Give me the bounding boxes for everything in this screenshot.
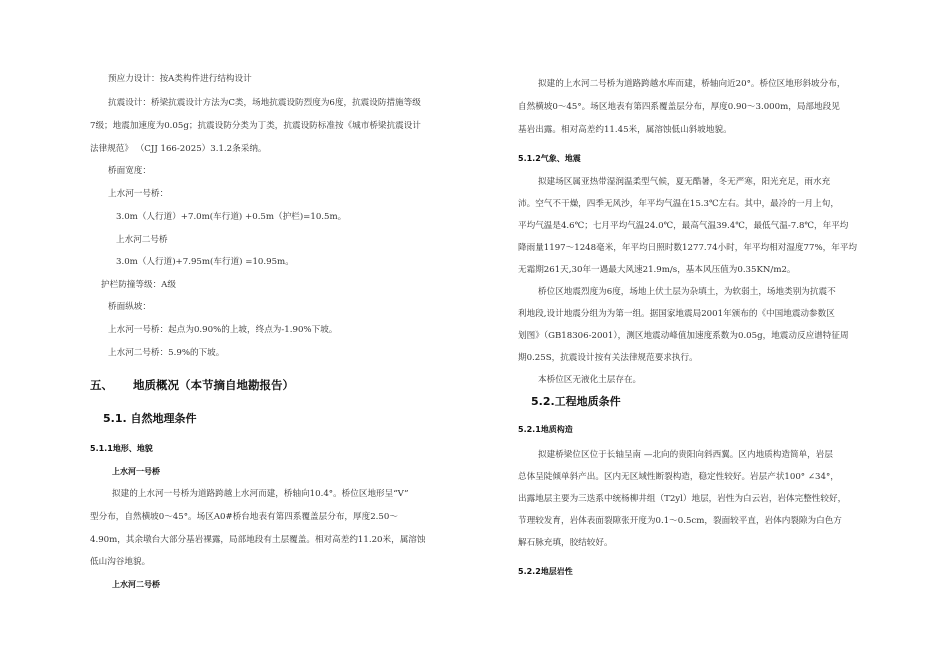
climate-para-cont: 平均气温是4.6℃；七月平均气温24.0℃，最高气温39.4℃，最低气温-7.8℃，年平均 [518,221,849,231]
bridge2-slope: 上水河二号桥：5.9%的下坡。 [108,348,225,358]
bridge1-slope: 上水河一号桥：起点为0.90%的上坡，终点为-1.90%下坡。 [108,325,338,335]
seismic-design-text-cont: 法律规范》 （CJJ 166-2025）3.1.2条采纳。 [90,144,267,154]
structure-para-cont: 节理较发育，岩体表面裂隙张开度为0.1～0.5cm，裂面较平直，岩体内裂隙为白色方 [518,516,842,526]
bridge1-para-cont: 型分布，自然横坡0～45°。场区A0#桥台地表有第四系覆盖层分布，厚度2.50～ [90,512,398,522]
bridge1-label: 上水河一号桥： [108,189,169,199]
longitudinal-slope-label: 桥面纵坡： [108,302,151,312]
section5-2-2-title: 5.2.2地层岩性 [518,567,573,576]
structure-para-cont: 总体呈陡倾单斜产出。区内无区域性断裂构造，稳定性较好。岩层产状100° ∠34°， [518,472,839,482]
bridge2-heading: 上水河二号桥 [112,580,160,589]
bridge2-width: 3.0m（人行道)+7.95m(车行道) =10.95m。 [116,257,294,267]
bridge1-heading: 上水河一号桥 [112,467,160,476]
climate-para-cont: 沛。空气不干燥，四季无风沙，年平均气温在15.3℃左右。其中，最冷的一月上旬， [518,199,839,209]
deck-width-label: 桥面宽度： [108,166,151,176]
structure-para-cont: 解石脉充填，胶结较好。 [518,538,613,548]
bridge2-label: 上水河二号桥 [116,235,168,245]
climate-para: 拟建场区属亚热带湿润温柔型气候，夏无酷暑，冬无严寒，阳光充足，雨水充 [538,177,831,187]
prestress-design-text: 预应力设计：按A类构件进行结构设计 [108,74,252,84]
bridge1-para-cont: 低山沟谷地貌。 [90,557,151,567]
bridge2-para: 拟建的上水河二号桥为道路跨越水库而建，桥轴向近20°。桥位区地形斜坡分布， [538,79,846,89]
section5-title: 地质概况（本节摘自地勘报告） [133,378,294,392]
seismic-para: 桥位区地震烈度为6度，场地上伏土层为杂填土，为软弱土，场地类别为抗震不 [538,287,836,297]
bridge1-width: 3.0m（人行道）+7.0m(车行道) +0.5m（护栏)=10.5m。 [116,212,347,222]
bridge1-para-cont: 4.90m，其余墩台大部分基岩裸露，局部地段有土层覆盖。相对高差约11.20米，属溶蚀 [90,535,426,545]
seismic-design-text-cont: 7级；地震加速度为0.05g；抗震设防分类为丁类，抗震设防标准按《城市桥梁抗震设计 [90,121,421,131]
structure-para: 拟建桥梁位区位于长轴呈南 —北向的贵阳向斜西翼。区内地质构造简单，岩层 [538,450,833,460]
bridge2-para-cont: 自然横坡0～45°。场区地表有第四系覆盖层分布，厚度0.90～3.000m，局部地段见 [518,102,840,112]
seismic-para-cont: 划图》（GB18306-2001），测区地震动峰值加速度系数为0.05g，地震动反应谱特征周 [518,331,849,341]
liquefaction-note: 本桥位区无液化土层存在。 [538,375,642,385]
section5-1-title: 5.1. 自然地理条件 [103,412,197,425]
seismic-design-text: 抗震设计：桥梁抗震设计方法为C类，场地抗震设防烈度为6度，抗震设防措施等级 [108,98,421,108]
structure-para-cont: 出露地层主要为三迭系中统杨柳井组（T2yl）地层，岩性为白云岩，岩体完整性较好， [518,494,847,504]
section5-2-title: 5.2.工程地质条件 [531,395,621,408]
section5-2-1-title: 5.2.1地质构造 [518,425,573,434]
climate-para-cont: 降雨量1197～1248毫米，年平均日照时数1277.74小时，年平均相对湿度77%，年平均 [518,243,858,253]
seismic-para-cont: 期0.25S，抗震设计按有关法律规范要求执行。 [518,353,698,363]
seismic-para-cont: 利地段,设计地震分组为为第一组。据国家地震局2001年颁布的《中国地震动参数区 [518,309,835,319]
section5-1-2-title: 5.1.2气象、地震 [518,154,581,163]
climate-para-cont: 无霜期261天,30年一遇最大风速21.9m/s，基本风压值为0.35KN/m2。 [518,265,796,275]
guardrail-level: 护栏防撞等级：A级 [101,280,176,290]
section5-1-1-title: 5.1.1地形、地貌 [90,444,153,453]
bridge2-para-cont: 基岩出露。相对高差约11.45米，属溶蚀低山斜坡地貌。 [518,125,732,135]
bridge1-para: 拟建的上水河一号桥为道路跨越上水河而建，桥轴向10.4°。桥位区地形呈“V” [112,489,409,499]
section5-number: 五、 [90,378,113,392]
